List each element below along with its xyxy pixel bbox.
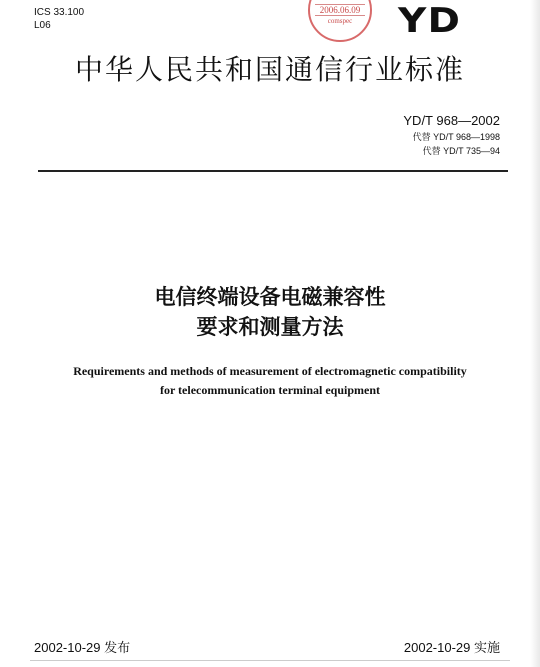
- standard-number: YD/T 968—2002: [403, 113, 500, 128]
- stamp-text: comspec: [327, 17, 353, 25]
- yd-logo: YD: [398, 1, 462, 41]
- footer-divider: [30, 660, 510, 661]
- standard-number-block: [403, 112, 500, 158]
- document-title-en-line: for telecommunication terminal equipment: [159, 383, 381, 397]
- ics-code: ICS 33.100: [34, 7, 85, 18]
- document-title-en-line: Requirements and methods of measurement of electromagnetic compatibility: [73, 364, 467, 378]
- document-title-cn: [40, 282, 500, 342]
- stamp-date: 2006.06.09: [315, 4, 365, 16]
- page-edge-shadow: [530, 0, 540, 667]
- industry-standard-title: 中华人民共和国通信行业标准: [74, 53, 465, 86]
- replaces-line: 代替 YD/T 735—94: [422, 146, 500, 156]
- document-title-en: [20, 362, 520, 400]
- issue-date: 2002-10-29 发布: [34, 640, 131, 655]
- document-title-cn-line: 要求和测量方法: [196, 315, 344, 339]
- implementation-date: 2002-10-29 实施: [403, 640, 500, 655]
- classification-block: [34, 6, 84, 32]
- document-title-cn-line: 电信终端设备电磁兼容性: [154, 285, 386, 309]
- header-divider: [38, 170, 508, 172]
- class-code: L06: [34, 20, 51, 31]
- receipt-stamp: [308, 0, 372, 42]
- replaces-line: 代替 YD/T 968—1998: [412, 132, 500, 142]
